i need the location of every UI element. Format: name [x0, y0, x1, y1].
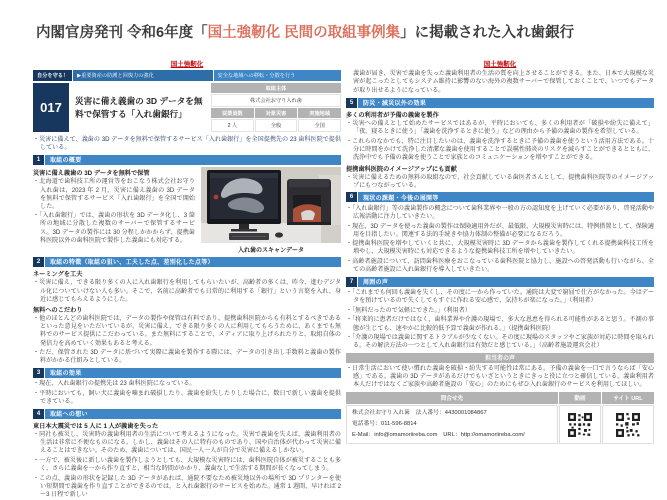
contact-phone-line: 電話番号：011-596-8814 — [352, 421, 417, 428]
subhead: 災害に備え義歯の 3D データを無料で保管 — [33, 170, 150, 178]
category-tag: 自分を守る！ — [33, 70, 72, 81]
bullet-list — [346, 205, 654, 274]
info-value-hazard: 全般 — [255, 119, 298, 132]
bullet-list — [33, 279, 341, 303]
bullet-item: ・「介護の現場では義歯に関するトラブルが少なくない。その度に現場のスタッフやご家族が対応に時間を取られる。その解決方法の一つとして入れ歯銀行は有効だと感じている。」（高齢者施設運営会社） — [346, 334, 654, 350]
bullet-item: ・提携歯科医院を増やしていくと共に、大規模災害時に 3D データから義歯を製作してくれる提携歯科技工所を増やし、大規模災害時にも対応できるような提携歯科技工所を増やしていきたい。 — [346, 240, 654, 256]
bullet-item: ・ただ、保管された 3D データに基づいて実際に義歯を製作する際には、データの引き出し手数料と義歯の製作料がかかる仕組みとしている。 — [33, 349, 341, 365]
section-title: 防災・減災以外の効果 — [358, 98, 654, 108]
section-title: 取組の特徴（取組の狙い、工夫した点、差別化した点等） — [45, 257, 341, 267]
section-number: 4 — [33, 409, 44, 419]
section-number: 2 — [33, 257, 44, 267]
info-header-area: 実施地域 — [298, 108, 341, 118]
bullet-list — [33, 380, 341, 406]
info-header-subject: 取組主体 — [211, 83, 341, 93]
info-header-employees: 従業員数 — [211, 108, 254, 118]
contact-table — [346, 392, 654, 444]
bullet-item: ・北海道で歯科技工所の運営等をおこなう株式会社お守り入れ歯は、2023 年 2 月、災害に備え義歯の 3D データを無料で保管するサービス「入れ歯銀行」を全国で開始した。 — [33, 178, 195, 210]
subhead: 東日本大震災では 5 人に 1 人が義歯を失った — [33, 423, 159, 431]
video-qr-cell — [559, 405, 601, 444]
bullet-item: ・「無料だったので気軽にできた。」（利用者） — [346, 306, 471, 314]
bullet-item: ・他のほとんどの歯科医院では、データの製作や保管は有料であり、提携歯科医院からも有料とするべきであるといった意見をいただいているが、災害に備え、できる限り多くの人に利用してもらうために、あくまでも無料でのサービス提供にこだわっている。また無料にすることで、メディアに取り上げられたりと、取組自体の発信力を高めていく効果もあると考える。 — [33, 315, 341, 347]
subhead: 無料へのこだわり — [33, 307, 83, 315]
section-bar-6 — [346, 192, 654, 202]
staff-voice-header: 担当者の声 — [346, 353, 654, 363]
title-suffix: 」に掲載された入れ歯銀行 — [400, 25, 575, 41]
video-header: 動画 — [559, 392, 601, 404]
section-1-content — [33, 167, 341, 254]
bullet-item: ・「入れ歯銀行」では、義歯の形状を 3D データ化し、3 箇所の地域に分散した複数のサーバーで保管するサービス。3D データの製作には 30 分程しかかからず、提携歯科医院以外の歯科医院で製作した義歯にも対応する。 — [33, 212, 195, 244]
bullet-item: ・現在、3D データを使った義歯の製作は保険適用外だが、最低限、大規模災害時には、特例措置として、保険適用を目指したい。関連する法的手続きや協力体制の整備が必要になるだろう。 — [346, 222, 654, 238]
bullet-item: ・災害に備え、できる限り多くの人に入れ歯銀行を利用してもらいたいが、高齢者の多くは、昨今、進むデジタル化についていけない人も多い。そこで、名前に高齢者でも日常的に利用する「銀行」という言葉を入れ、身近に感じてもらえるようにした。 — [33, 279, 341, 303]
continuation-paragraph: 義歯が届き、災害で義歯を失った義歯利用者の生活の質を向上させることができる。また、日本で大規模な災害が起こったとしてもシステム維持に影響のない海外の複数サーバーで保管しておくことで、いつでもデータが取り出せるようになっている。 — [353, 70, 654, 94]
right-page — [346, 59, 654, 444]
section-title: 現状の課題・今後の展開等 — [358, 192, 654, 202]
photo-caption: 入れ歯のスキャンデータ — [237, 248, 304, 255]
bullet-list — [33, 178, 195, 244]
section-number: 6 — [346, 192, 357, 202]
section-bar-4 — [33, 409, 341, 419]
left-page — [33, 59, 341, 500]
bullet-item: ・一方で、被災後に新しい義歯を製作しようとしても、大規模な災害時には、歯科医院自体が被災することも多く、さらに義歯を一から作り直すと、相当な時間がかかり、義歯なしで生活する期間が長くなってしまう。 — [33, 456, 341, 472]
video-qr-code-icon — [568, 413, 592, 437]
section-bar-2 — [33, 257, 341, 267]
category-mid: ▶重要資産の防護と回復力の強化 — [73, 70, 212, 81]
case-header — [33, 83, 341, 132]
bullet-item: ・同社も被災し、災害時の義歯利用者の生活について考えるようになった。災害で義歯を失えば、義歯利用者の生活は非常に不便なものになる。しかし、義歯はその人に特有のものであり、国や自治体が代わって災害に備えることはできない。そのため、義歯については、国民一人一人が自分で災害に備えるしかない。 — [33, 431, 341, 455]
photo-column — [201, 167, 341, 254]
site-qr-code-icon — [616, 413, 640, 437]
section-number: 1 — [33, 155, 44, 165]
bullet-item: ・「入れ歯銀行」等の義歯製作の概念について歯科業界や一般の方の認知度を上げていく必要があり、啓発活動や広報活動に注力していきたい。 — [346, 204, 654, 220]
info-value-employees: 2 人 — [211, 119, 254, 132]
section-title: 周囲の声 — [358, 277, 654, 287]
info-value-subject: 株式会社お守り入れ歯 — [211, 94, 341, 107]
title-highlight: 国土強靭化 民間の取組事例集 — [207, 25, 401, 41]
staff-voice-text: ・日常生活において使い慣れた義歯を破損・紛失する可能性は常にある。予備の義歯を一口で言うならば「安心感」である。義歯の 3D データがあるだけでもいざというときにきっと役に立つと確信している。義歯利用者本人だけではなくご家族や高齢者施設の「安心」のためにもぜひ入れ歯銀行のサービスを利用してほしい。 — [346, 365, 654, 389]
contact-company-line: 株式会社お守り入れ歯 法人番号：4430001084867 — [352, 410, 487, 417]
page-title — [36, 21, 574, 42]
bullet-item: ・「これまでも何回も義歯を失くし、その度に一から作っていた。通院は大変で窮屈で仕方がなかった。今はデータを預けているので失くしてもすぐに作れる安心感で、気持ちが楽になった。」（利用者） — [346, 289, 654, 305]
bullet-list — [33, 315, 341, 365]
staff-voice-text-wrap — [346, 365, 654, 389]
subhead: ネーミングを工夫 — [33, 271, 83, 279]
bullet-item: ・災害に備えるための無料の取組なので、社会貢献している歯医者さんとして、提携歯科医院等のイメージアップにもつながっている。 — [346, 173, 654, 189]
bullet-item: ・高齢者施設について、訪問歯科医療をおこなっている歯科医院と協力し、施設への啓発活動も行いながら、全ての高齢者施設に入れ歯銀行を導入していきたい。 — [346, 257, 654, 274]
contact-info — [346, 405, 558, 444]
contact-email-line: E-Mail：info@omamoriireba.com URL：http://omamoriireba.com/ — [352, 432, 525, 439]
section-title: 取組の概要 — [45, 155, 341, 165]
kokudo-label-right: 国土強靭化 — [483, 61, 517, 68]
bullet-list — [346, 120, 654, 162]
subhead: 多くの利用者が予備の義歯を製作 — [346, 112, 439, 120]
case-lead: ・災害に備えて、義歯の 3D データを無料で保管するサービス「入れ歯銀行」を全国提携先の 23 歯科医院で提供している。 — [33, 135, 341, 151]
kokudo-label-left: 国土強靭化 — [170, 61, 204, 68]
bullet-item: ・平時においても、飼い犬に義歯を噛まれ破損したり、義歯を紛失したりした場合に、数日で新しい義歯を提供できている。 — [33, 389, 341, 405]
section-bar-1 — [33, 155, 341, 165]
bullet-item: ・この点、義歯の形状を記録した 3D データがあれば、通院不要なため被災地以外の場所で 3D プリンターを使い短期間で義歯を作り直すことができるのでは、と入れ歯銀行のサービスを始めた。通常 1 週間、早ければ 2～3 日程で新しい — [33, 474, 341, 498]
subhead: 提携歯科医院のイメージアップにも貢献 — [346, 165, 457, 173]
section-bar-7 — [346, 277, 654, 287]
section-bar-3 — [33, 368, 341, 378]
bullet-item: ・これらのなかでも、特に注目したいのは、義歯を洗浄するときに予備の義歯を使うという活用方法である。十分に時間をかけて洗浄した清潔な義歯を使用することで誤嚥性肺炎のリスクを減らすことができるとともに、洗浄中でも予備の義歯を使うことで家族とのコミュニケーションを増やすことができる。 — [346, 137, 654, 162]
category-right: 安全な地域への移転・分散を行う — [214, 70, 341, 81]
bullet-item: ・災害への備えとして始めたサービスではあるが、平時においても、多くの利用者が「破損や紛失に備えて」「夜、寝るときに使う」「義歯を洗浄するときに使う」などの理由から予備の義歯の製作を希望している。 — [346, 120, 654, 136]
title-prefix: 内閣官房発刊 令和6年度「 — [36, 25, 208, 41]
category-bar — [33, 70, 341, 81]
bullet-list — [346, 174, 654, 190]
bullet-list — [33, 431, 341, 499]
section-title: 取組の効果 — [45, 368, 341, 378]
site-qr-cell — [602, 405, 654, 444]
bullet-item: ・現在、入れ歯銀行の提携先は 23 歯科医院になっている。 — [33, 380, 196, 388]
section-number: 5 — [346, 98, 357, 108]
contact-header: 問合せ先 — [346, 392, 558, 404]
site-url-header: サイト URL — [602, 392, 654, 404]
bullet-item: ・「将来的に患者だけではなく、歯科業界や介護の現場で、多大な恩恵を得られる可能性があると思う。不測の事態が生じても、速やかに比較的低予算で義歯が作れる。」（提携歯科医院） — [346, 316, 654, 332]
section-number: 7 — [346, 277, 357, 287]
case-info-table — [211, 83, 341, 132]
section-bar-5 — [346, 98, 654, 108]
section-number: 3 — [33, 368, 44, 378]
bullet-list — [346, 289, 654, 350]
case-number: 017 — [33, 83, 69, 132]
case-title: 災害に備え義歯の 3D データを無料で保管する「入れ歯銀行」 — [75, 96, 203, 119]
info-value-area: 全国 — [298, 119, 341, 132]
info-header-hazard: 対象災害 — [255, 108, 298, 118]
scanner-photo — [201, 167, 341, 243]
section-title: 取組への想い — [45, 409, 341, 419]
